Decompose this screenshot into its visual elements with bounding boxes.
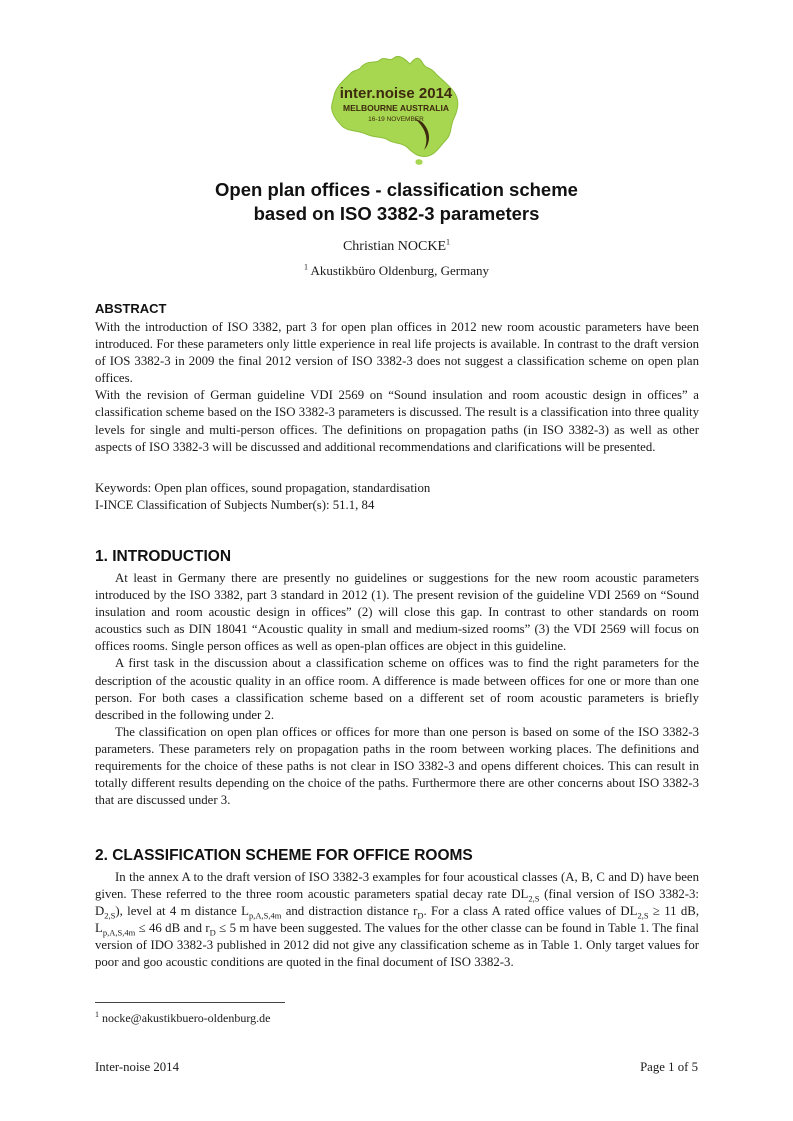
author-name: Christian NOCKE (342, 239, 447, 254)
affiliation-sup: 1 (303, 262, 308, 272)
abstract-paragraph-2: With the revision of German guideline VDI 2569 on “Sound insulation and room acoustic design in offices” a classification scheme based on the ISO 3382-3 parameters is discussed. The result is a classification into three quality levels for single and multi-person offices. The definitions on propagation paths (in ISO 3382-3) as well as other aspects of ISO 3382-3 will be discussed and additional recommendations and clarifications will be presented. (95, 388, 699, 454)
footnote-sup: 1 (95, 1010, 99, 1019)
intro-paragraph-1: At least in Germany there are presently no guidelines or suggestions for the new room acoustic parameters introduced by the ISO 3382, part 3 standard in 2012 (1). The present revision of the guideline VDI 2569 on “Sound insulation and room acoustic design in offices” (2) will close this gap. In contrast to other standards on room acoustics such as DIN 18041 “Acoustic quality in small and medium-sized rooms” (3) the VDI 2569 will focus on offices rooms. Single person offices as well as open-plan offices are object in this guideline. (95, 571, 699, 654)
logo-line-3: 16-19 NOVEMBER (368, 116, 424, 123)
affiliation-text: Akustikbüro Oldenburg, Germany (307, 263, 490, 278)
australia-map-icon (318, 52, 474, 170)
conference-logo (318, 52, 474, 170)
s2-sub-1: 2,S (528, 893, 540, 904)
author-line (96, 238, 697, 256)
section-2-paragraph (95, 869, 699, 972)
title-line-1: Open plan offices - classification scheme (215, 179, 578, 200)
section-1-heading: 1. INTRODUCTION (95, 548, 232, 565)
logo-line-1: inter.noise 2014 (339, 85, 453, 102)
footnote-email[interactable]: nocke@akustikbuero-oldenburg.de (99, 1011, 271, 1025)
abstract-paragraph-1: With the introduction of ISO 3382, part 3 for open plan offices in 2012 new room acoustic parameters have been introduced. For these parameters only little experience in real life projects is available. In contrast to the draft version of IOS 3382-3 in 2009 the final 2012 version of ISO 3382-3 does not suggest a classification scheme on open plan offices. (95, 320, 699, 386)
s2-sub-6: p,A,S,4m (102, 927, 136, 938)
s2-text-2: (final version of ISO 3382-3: D (95, 887, 699, 919)
abstract-body (95, 319, 699, 456)
section-2-body (95, 869, 699, 972)
abstract-heading: ABSTRACT (95, 301, 167, 316)
s2-text-5: . For a class A rated office values of DL (423, 904, 638, 919)
logo-line-2: MELBOURNE AUSTRALIA (343, 103, 449, 113)
tasmania-shape (415, 159, 422, 165)
title-line-2: based on ISO 3382-3 parameters (253, 203, 540, 224)
footnote (95, 1010, 270, 1026)
s2-sub-5: 2,S (637, 910, 649, 921)
s2-text-3: ), level at 4 m distance L (115, 904, 249, 919)
s2-sub-4: D (417, 910, 424, 921)
s2-sub-2: 2,S (104, 910, 116, 921)
s2-text-1: In the annex A to the draft version of ISO 3382-3 examples for four acoustical classes (A, B, C and D) have been given. These referred to the three room acoustic parameters spatial decay rate DL (95, 870, 699, 902)
s2-text-6: ≥ 11 dB, L (95, 904, 700, 936)
footer-conference: Inter-noise 2014 (95, 1060, 179, 1074)
footer-page-number: Page 1 of 5 (640, 1060, 698, 1074)
s2-sub-3: p,A,S,4m (249, 910, 282, 921)
s2-text-7: ≤ 46 dB and r (135, 921, 210, 936)
keywords-block (95, 480, 699, 514)
paper-title (96, 178, 697, 226)
intro-paragraph-3: The classification on open plan offices or offices for more than one person is based on some of the ISO 3382-3 parameters. These parameters rely on propagation paths in the room between working places. The definitions and requirements for the choice of these paths is not clear in ISO 3382-3 and opens different choices. This can result in totally different results depending on the choice of the paths. Furthermore there are other concerns about ISO 3382-3 that are discussed under 3. (95, 724, 699, 808)
author-sup: 1 (446, 237, 451, 247)
section-1-body (95, 570, 699, 809)
s2-sub-7: D (209, 927, 216, 938)
keywords-line: Keywords: Open plan offices, sound propagation, standardisation (95, 481, 431, 495)
intro-paragraph-2: A first task in the discussion about a classification scheme on offices was to find the right parameters for the description of the acoustic quality in an office room. A difference is made between offices for one or more than one person. For both cases a classification scheme based on a different set of room acoustic parameters is briefly described in the following under 2. (95, 656, 699, 722)
classification-line: I-INCE Classification of Subjects Number(s): 51.1, 84 (95, 498, 375, 513)
s2-text-8: ≤ 5 m have been suggested. The values for the other classe can be found in Table 1. The final version of IDO 3382-3 published in 2012 did not give any classification scheme as in Table 1. Only target values for poor and goo acoustic conditions are quoted in the final document of ISO 3382-3. (95, 921, 699, 970)
s2-text-4: and distraction distance r (281, 904, 418, 919)
footnote-divider (95, 1002, 285, 1003)
affiliation (96, 262, 697, 280)
section-2-heading: 2. CLASSIFICATION SCHEME FOR OFFICE ROOMS (95, 847, 473, 864)
